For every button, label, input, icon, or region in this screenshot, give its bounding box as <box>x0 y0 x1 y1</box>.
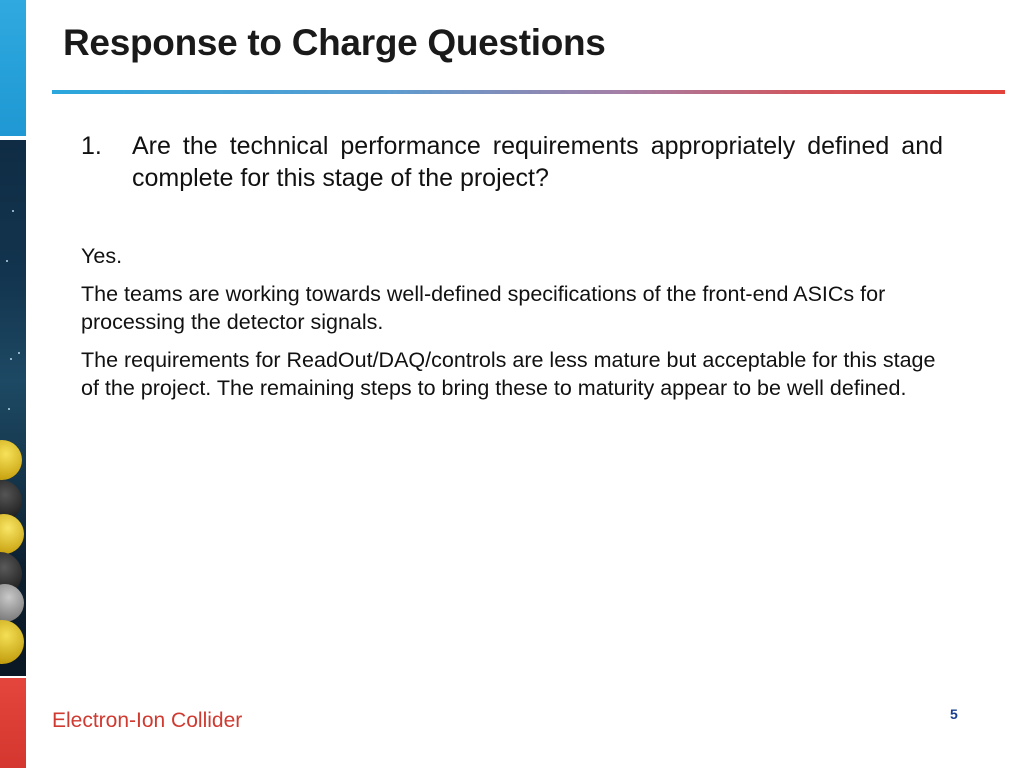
sidebar-strip-blue <box>0 0 26 136</box>
answer-paragraph: Yes. <box>81 244 123 268</box>
grey-sphere <box>0 584 24 622</box>
star-dot <box>10 358 12 360</box>
yellow-sphere <box>0 514 24 554</box>
star-dot <box>18 352 20 354</box>
slide-title: Response to Charge Questions <box>63 22 606 63</box>
charge-question <box>81 130 943 194</box>
yellow-sphere <box>0 620 24 664</box>
page-number: 5 <box>950 706 958 722</box>
question-text: Are the technical performance requirements appropriately defined and complete for this stage of the project? <box>132 132 943 192</box>
yellow-sphere <box>0 440 22 480</box>
footer-brand: Electron-Ion Collider <box>52 709 243 732</box>
sidebar-strip-detector-image <box>0 140 26 676</box>
answer-paragraph: The teams are working towards well-defined specifications of the front-end ASICs for processing the detector signals. <box>81 282 886 334</box>
title-divider <box>52 90 1005 94</box>
question-number: 1. <box>81 132 102 160</box>
sidebar-strip-red <box>0 678 26 768</box>
star-dot <box>6 260 8 262</box>
answer-block <box>81 242 941 412</box>
star-dot <box>8 408 10 410</box>
star-dot <box>12 210 14 212</box>
answer-paragraph: The requirements for ReadOut/DAQ/controls are less mature but acceptable for this stage of the project. The remaining steps to bring these to maturity appear to be well defined. <box>81 348 936 400</box>
